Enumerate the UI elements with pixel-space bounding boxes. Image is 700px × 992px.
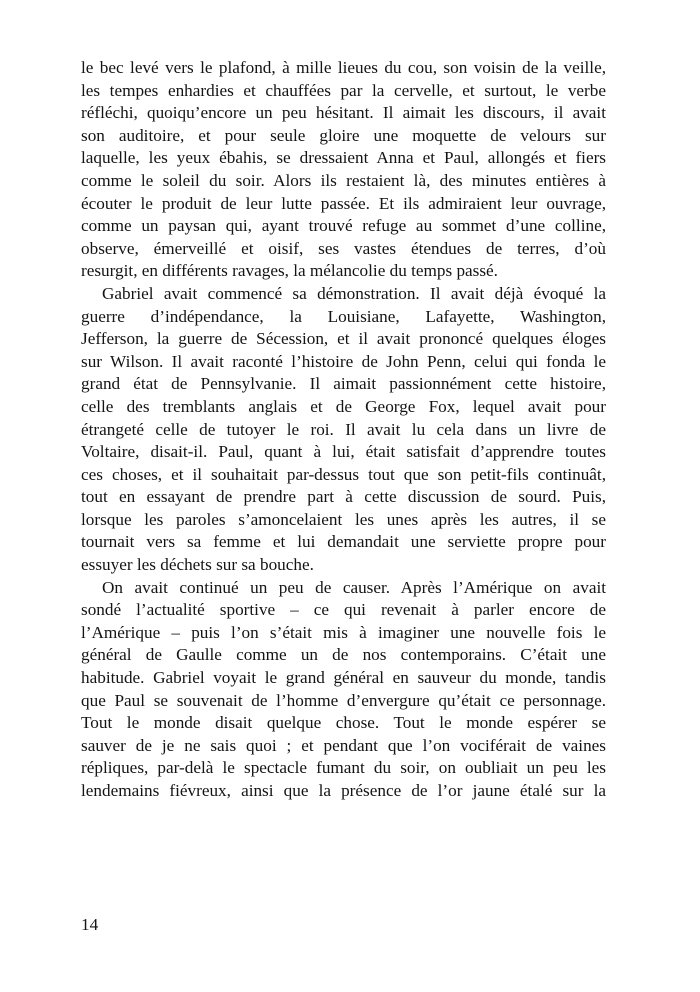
text-line: l’Amérique – puis l’on s’était mis à imaginer une nouvelle fois le (81, 622, 606, 642)
text-line: Jefferson, la guerre de Sécession, et il avait prononcé quelques éloges (81, 329, 606, 349)
text-line: réfléchi, quoiqu’encore un peu hésitant. Il aimait les discours, il avait (81, 103, 606, 123)
text-line: comme un paysan qui, ayant trouvé refuge au sommet d’une colline, (81, 216, 606, 236)
text-line: étrangeté celle de tutoyer le roi. Il avait lu cela dans un livre de (81, 419, 606, 439)
text-line: grand état de Pennsylvanie. Il aimait passionnément cette histoire, (81, 374, 606, 394)
page-number: 14 (81, 915, 99, 934)
text-line: laquelle, les yeux ébahis, se dressaient Anna et Paul, allongés et fiers (81, 148, 606, 168)
text-line: On avait continué un peu de causer. Après l’Amérique on avait (102, 577, 606, 597)
text-line: le bec levé vers le plafond, à mille lieues du cou, son voisin de la veille, (81, 58, 606, 77)
text-line: les tempes enhardies et chauffées par la cervelle, et surtout, le verbe (81, 80, 606, 100)
text-line: sondé l’actualité sportive – ce qui revenait à parler encore de (81, 600, 606, 620)
text-line: tout en essayant de prendre part à cette discussion de sourd. Puis, (81, 487, 606, 507)
page-body (81, 57, 606, 803)
text-line: général de Gaulle comme un de nos contemporains. C’était une (81, 645, 606, 665)
text-line: tournait vers sa femme et lui demandait une serviette propre pour (81, 532, 606, 552)
text-line: essuyer les déchets sur sa bouche. (81, 555, 314, 575)
text-line: celle des tremblants anglais et de George Fox, lequel avait pour (81, 396, 606, 416)
text-line: sauver de je ne sais quoi ; et pendant que l’on vociférait de vaines (81, 735, 606, 755)
text-line: écouter le produit de leur lutte passée. Et ils admiraient leur ouvrage, (81, 193, 606, 213)
text-line: habitude. Gabriel voyait le grand général en sauveur du monde, tandis (81, 668, 606, 688)
text-line: resurgit, en différents ravages, la mélancolie du temps passé. (81, 261, 498, 281)
text-line: Voltaire, disait-il. Paul, quant à lui, était satisfait d’apprendre toutes (81, 442, 606, 462)
paragraph-3 (81, 577, 606, 803)
text-line: sur Wilson. Il avait raconté l’histoire de John Penn, celui qui fonda le (81, 351, 606, 371)
text-line: Tout le monde disait quelque chose. Tout le monde espérer se (81, 713, 606, 733)
paragraph-2 (81, 283, 606, 577)
text-line: répliques, par-delà le spectacle fumant du soir, on oubliait un peu les (81, 758, 606, 778)
text-line: observe, émerveillé et oisif, ses vastes étendues de terres, d’où (81, 238, 606, 258)
text-line: comme le soleil du soir. Alors ils restaient là, des minutes entières à (81, 170, 606, 190)
paragraph-1 (81, 57, 606, 283)
text-line: que Paul se souvenait de l’homme d’envergure qu’était ce personnage. (81, 690, 606, 710)
text-line: son auditoire, et pour seule gloire une moquette de velours sur (81, 125, 606, 145)
text-line: guerre d’indépendance, la Louisiane, Lafayette, Washington, (81, 306, 606, 326)
text-line: Gabriel avait commencé sa démonstration. Il avait déjà évoqué la (102, 283, 606, 303)
text-line: lendemains fiévreux, ainsi que la présence de l’or jaune étalé sur la (81, 781, 606, 800)
text-line: ces choses, et il souhaitait par-dessus tout que son petit-fils continuât, (81, 464, 606, 484)
text-line: lorsque les paroles s’amoncelaient les unes après les autres, il se (81, 509, 606, 529)
